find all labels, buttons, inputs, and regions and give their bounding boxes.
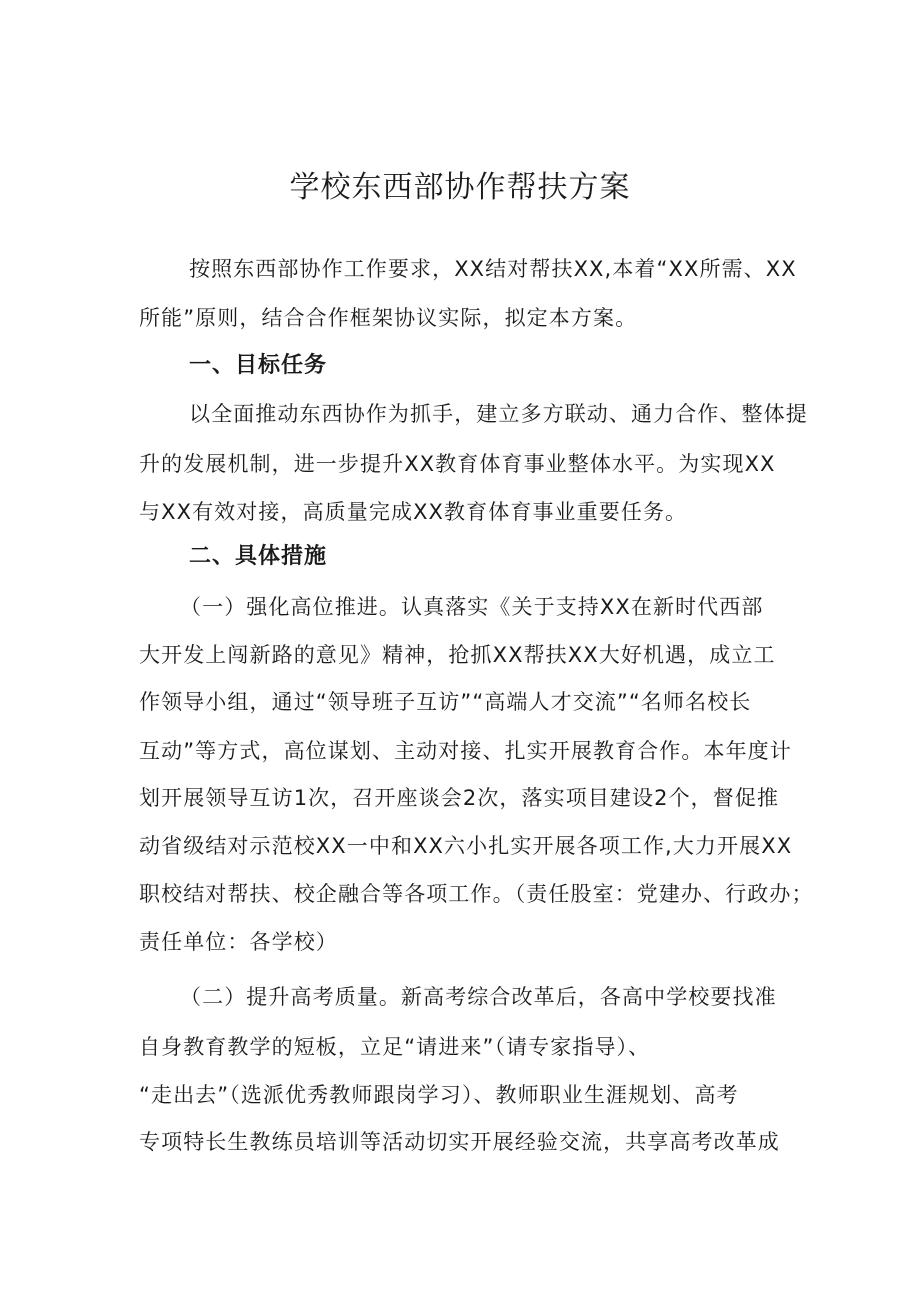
item1-line-3: 作领导小组，通过“领导班子互访”“高端人才交流”“名师名校长 — [139, 690, 752, 714]
item1-line-2: 大开发上闯新路的意见》精神，抢抓XX帮扶XX大好机遇，成立工 — [139, 643, 776, 667]
section1-line-1: 以全面推动东西协作为抓手，建立多方联动、通力合作、整体提 — [189, 402, 808, 426]
section-heading-goals: 一、目标任务 — [189, 353, 328, 378]
item1-line-8: 责任单位：各学校） — [139, 930, 338, 954]
item1-line-7: 职校结对帮扶、校企融合等各项工作。（责任股室：党建办、行政办； — [139, 882, 814, 906]
item2-line-4: 专项特长生教练员培训等活动切实开展经验交流，共享高考改革成 — [139, 1130, 780, 1154]
item1-line-4: 互动”等方式，高位谋划、主动对接、扎实开展教育合作。本年度计 — [139, 739, 792, 763]
item1-line-5: 划开展领导互访1次，召开座谈会2次，落实项目建设2个，督促推 — [139, 786, 780, 810]
intro-line-2: 所能”原则，结合合作框架协议实际，拟定本方案。 — [139, 306, 638, 330]
section-heading-measures: 二、具体措施 — [189, 544, 328, 569]
intro-line-1: 按照东西部协作工作要求，XX结对帮扶XX,本着“XX所需、XX — [189, 257, 797, 281]
item2-line-2: 自身教育教学的短板，立足“请进来”（请专家指导）、 — [139, 1035, 651, 1059]
item1-line-6: 动省级结对示范校XX一中和XX六小扎实开展各项工作,大力开展XX — [139, 834, 793, 858]
document-title: 学校东西部协作帮扶方案 — [289, 170, 631, 205]
item1-line-1: （一）强化高位推进。认真落实《关于支持XX在新时代西部 — [180, 595, 764, 619]
section1-line-2: 升的发展机制，进一步提升XX教育体育事业整体水平。为实现XX — [139, 452, 776, 476]
item2-line-1: （二）提升高考质量。新高考综合改革后，各高中学校要找准 — [180, 985, 777, 1009]
section1-line-3: 与XX有效对接，高质量完成XX教育体育事业重要任务。 — [139, 500, 688, 524]
item2-line-3: “走出去”（选派优秀教师跟岗学习）、教师职业生涯规划、高考 — [139, 1083, 739, 1107]
